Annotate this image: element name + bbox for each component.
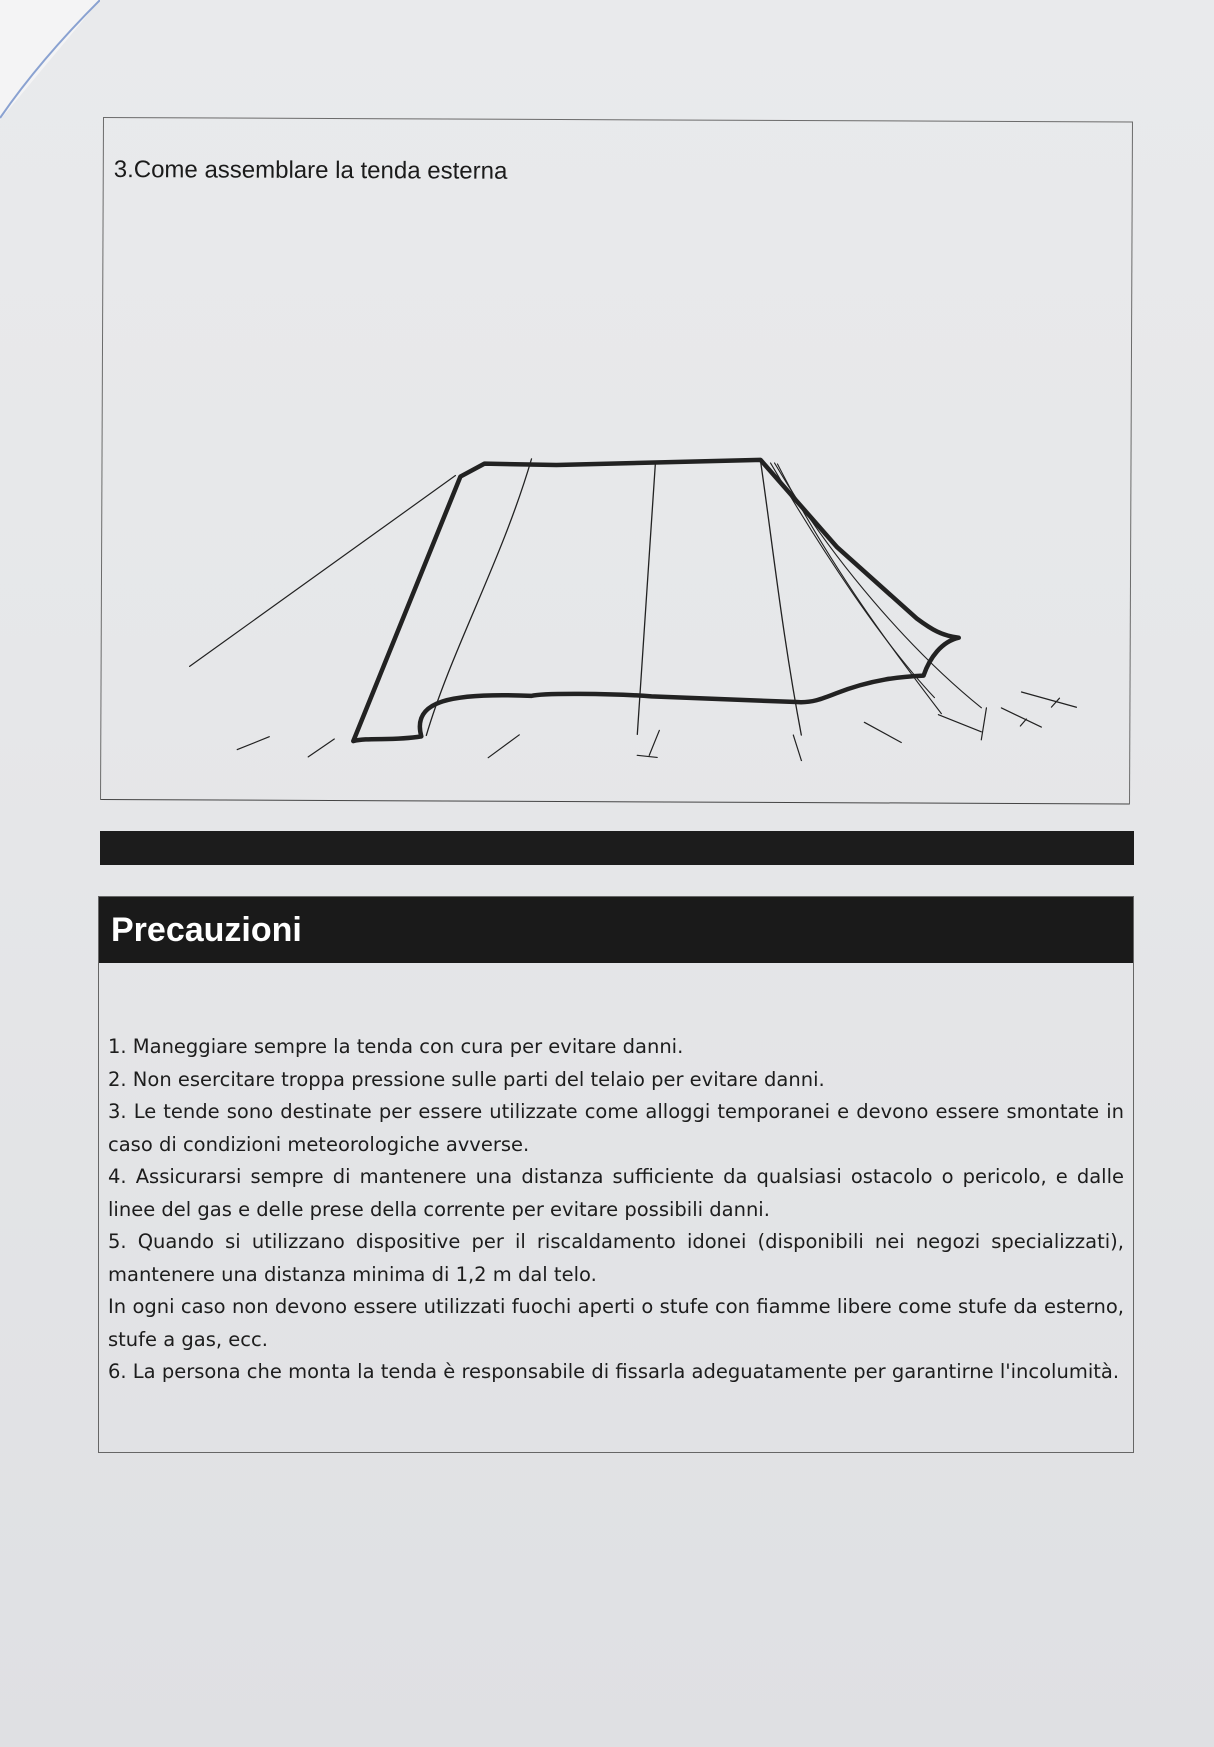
guy-line-left — [190, 474, 456, 667]
precautions-list — [108, 1031, 1124, 1389]
precaution-item: 4. Assicurarsi sempre di mantenere una distanza sufficiente da qualsiasi ostacolo o pericolo, e dalle linee del gas e delle prese della corrente per evitare possibili danni. — [108, 1165, 1124, 1221]
instruction-box — [100, 117, 1133, 804]
precaution-item: 2. Non esercitare troppa pressione sulle parti del telaio per evitare danni. — [108, 1067, 825, 1091]
black-band — [100, 831, 1134, 865]
section-divider — [101, 799, 1129, 804]
precaution-item: 6. La persona che monta la tenda è responsabile di fissarla adeguatamente per garantirne l'incolumità. — [108, 1360, 1120, 1383]
guy-line-right-1 — [1021, 692, 1076, 707]
precautions-box — [98, 896, 1134, 1453]
tent-outline — [353, 458, 959, 744]
precaution-item: In ogni caso non devono essere utilizzati fuochi aperti o stufe con fiamme libere come stufe da esterno, stufe a gas, ecc. — [108, 1295, 1124, 1351]
precautions-header — [99, 897, 1133, 963]
precaution-item: 5. Quando si utilizzano dispositive per il riscaldamento idonei (disponibili nei negozi specializzati), mantenere una distanza minima di 1,2 m dal telo. — [108, 1230, 1124, 1286]
guy-line-right-3 — [981, 708, 986, 740]
precautions-title: Precauzioni — [111, 911, 302, 949]
page-corner-shadow — [0, 0, 100, 120]
step-title: 3.Come assemblare la tenda esterna — [113, 156, 508, 185]
precaution-item: 3. Le tende sono destinate per essere utilizzate come alloggi temporanei e devono essere smontate in caso di condizioni meteorologiche avverse. — [108, 1100, 1124, 1156]
precaution-item: 1. Maneggiare sempre la tenda con cura per evitare danni. — [108, 1035, 684, 1058]
outer-tent-illustration — [181, 318, 1083, 762]
